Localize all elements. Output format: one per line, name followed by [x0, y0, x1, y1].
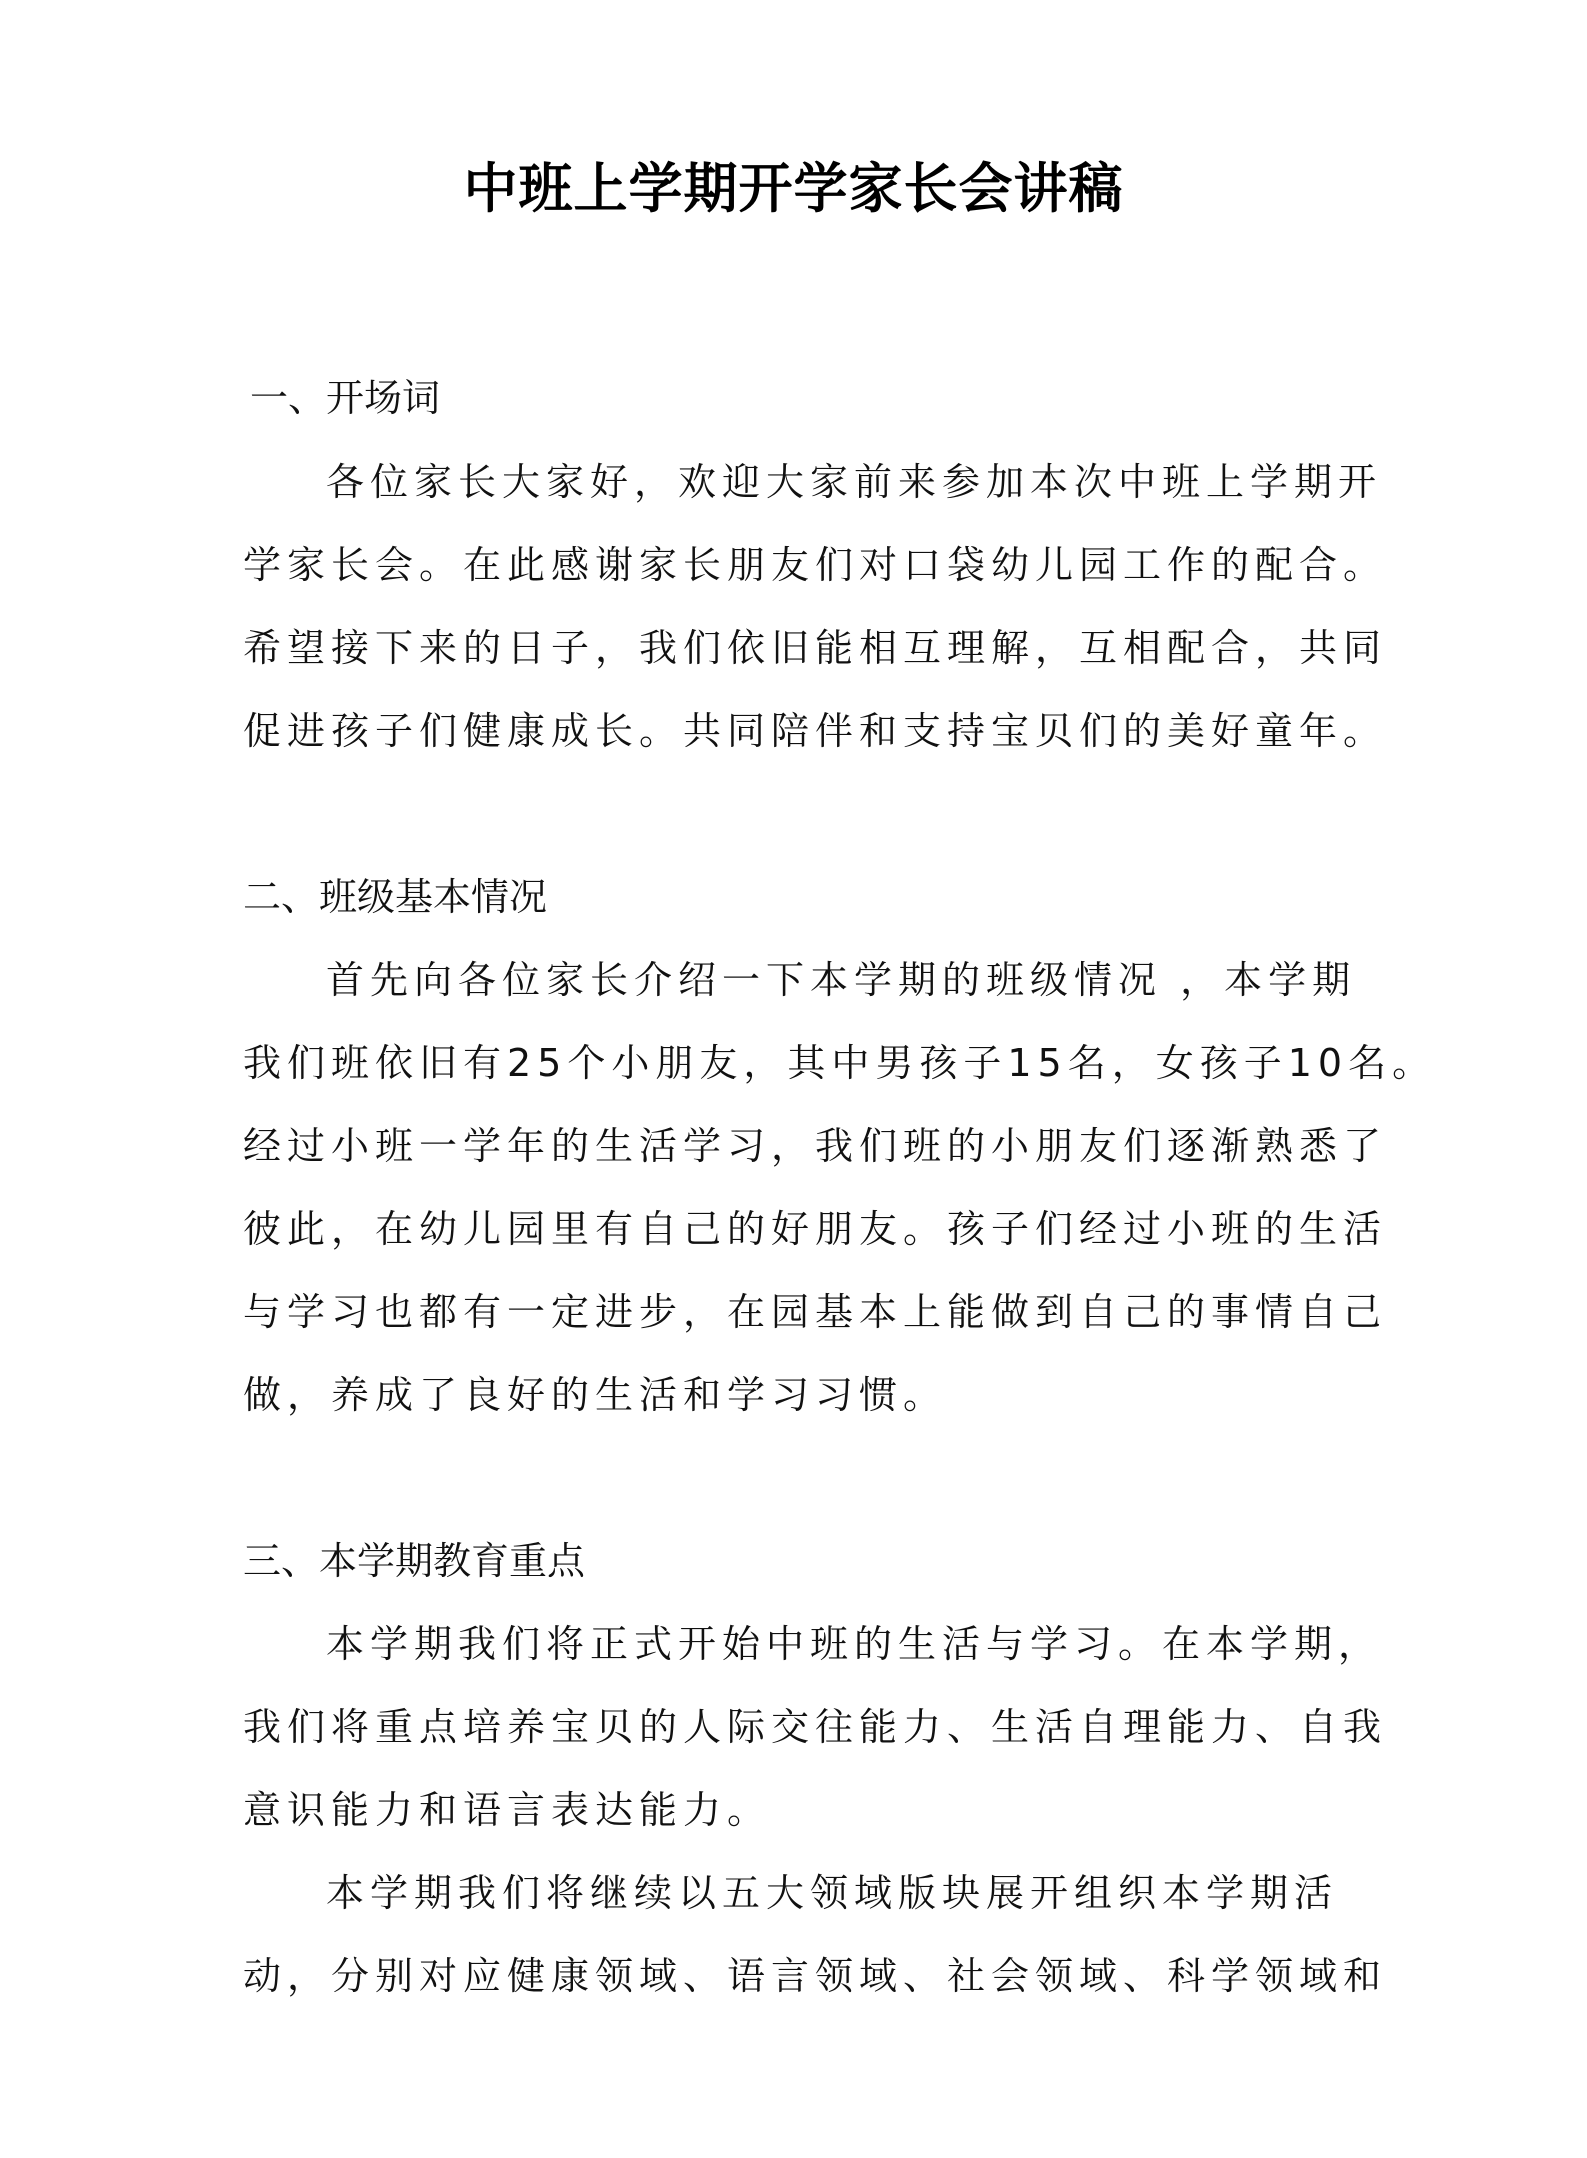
document-title: 中班上学期开学家长会讲稿 [463, 156, 1124, 220]
paragraph-line: 与学习也都有一定进步，在园基本上能做到自己的事情自己 [243, 1290, 1388, 1334]
paragraph-line: 首先向各位家长介绍一下本学期的班级情况 ，本学期 [326, 958, 1357, 1002]
paragraph-line: 意识能力和语言表达能力。 [243, 1788, 772, 1832]
paragraph-line: 经过小班一学年的生活学习，我们班的小朋友们逐渐熟悉了 [243, 1124, 1388, 1168]
paragraph-line: 各位家长大家好，欢迎大家前来参加本次中班上学期开 [326, 460, 1383, 504]
paragraph-line: 本学期我们将继续以五大领域版块展开组织本学期活 [326, 1871, 1339, 1915]
section-heading-opening: 一、开场词 [250, 376, 441, 420]
paragraph-line: 本学期我们将正式开始中班的生活与学习。在本学期， [326, 1622, 1383, 1666]
paragraph-line: 我们班依旧有25个小朋友，其中男孩子15名，女孩子10名。 [243, 1041, 1437, 1085]
paragraph-line: 希望接下来的日子，我们依旧能相互理解，互相配合，共同 [243, 626, 1388, 670]
paragraph-line: 学家长会。在此感谢家长朋友们对口袋幼儿园工作的配合。 [243, 543, 1388, 587]
section-heading-class-info: 二、班级基本情况 [243, 875, 548, 919]
paragraph-line: 彼此，在幼儿园里有自己的好朋友。孩子们经过小班的生活 [243, 1207, 1388, 1251]
paragraph-line: 做，养成了良好的生活和学习习惯。 [243, 1373, 948, 1417]
section-heading-education-focus: 三、本学期教育重点 [243, 1539, 586, 1583]
paragraph-line: 我们将重点培养宝贝的人际交往能力、生活自理能力、自我 [243, 1705, 1388, 1749]
paragraph-line: 动，分别对应健康领域、语言领域、社会领域、科学领域和 [243, 1954, 1388, 1998]
paragraph-line: 促进孩子们健康成长。共同陪伴和支持宝贝们的美好童年。 [243, 709, 1388, 753]
